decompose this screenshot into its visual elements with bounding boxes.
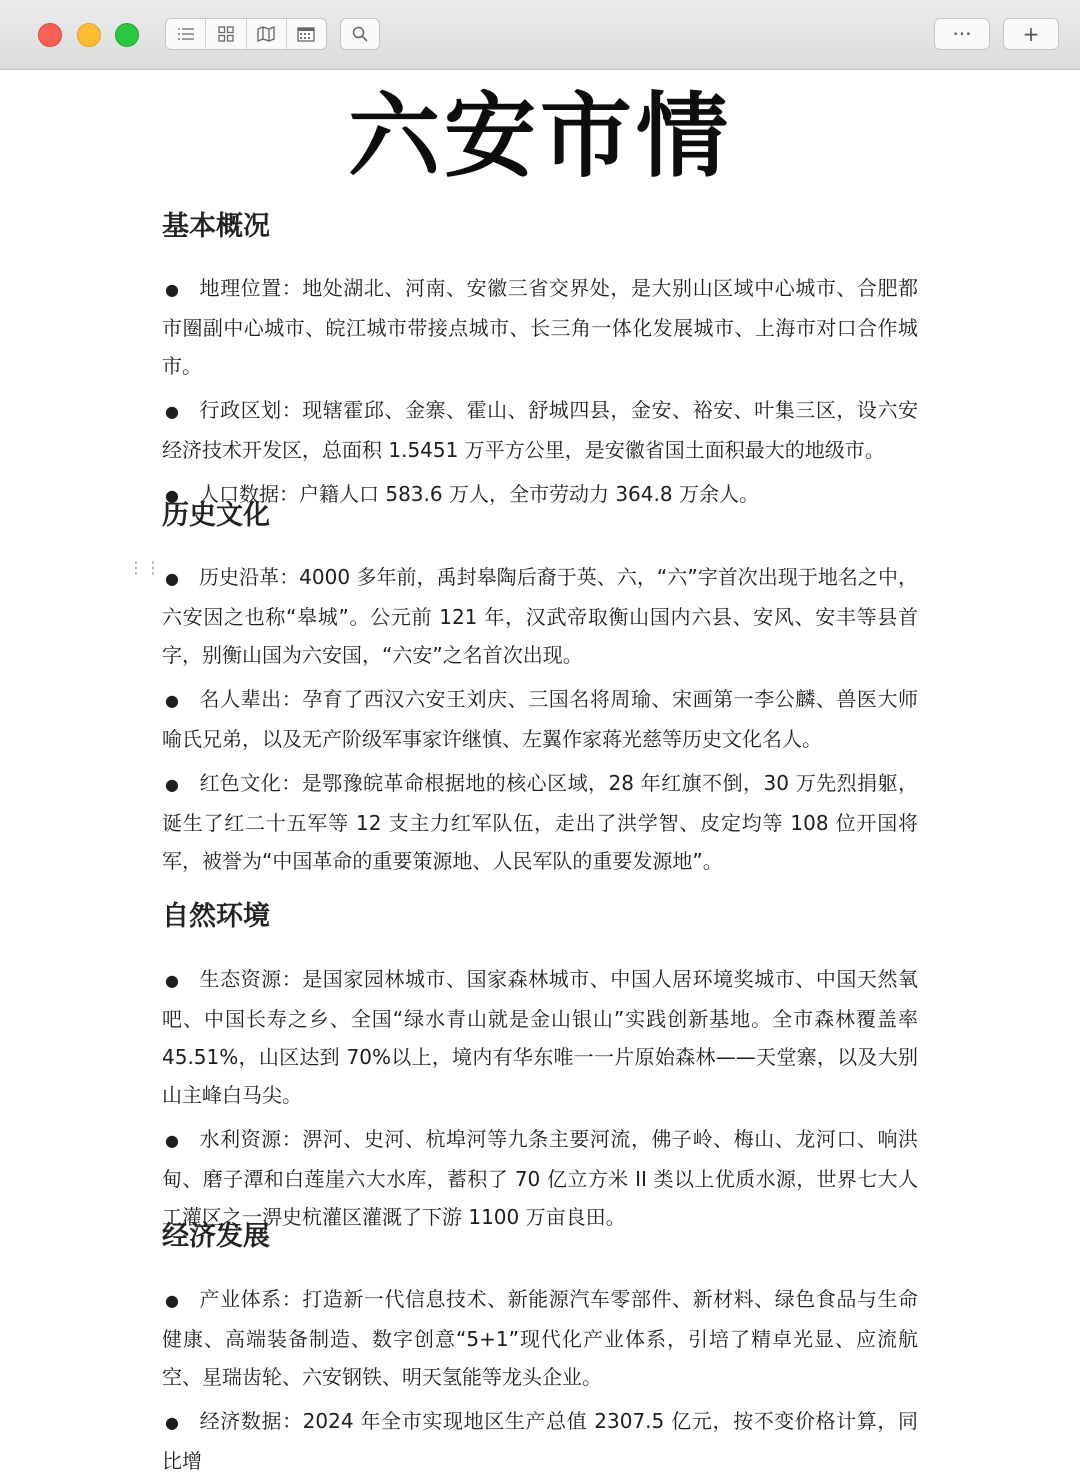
bullet-icon: ●	[165, 280, 179, 299]
section-natural-environment	[162, 900, 918, 934]
drag-handle-icon[interactable]: ⋮⋮	[128, 558, 162, 577]
bullet-icon: ●	[165, 569, 179, 588]
bullet-icon: ●	[165, 1131, 179, 1150]
grid-icon	[218, 26, 234, 42]
zoom-window-button[interactable]	[115, 23, 139, 47]
section-economic-development	[162, 1220, 918, 1254]
list-item	[162, 1402, 918, 1480]
search-button[interactable]	[340, 18, 380, 50]
section-basic-overview	[162, 210, 918, 244]
document-title: 六安市情	[347, 83, 732, 190]
list-item	[162, 391, 918, 469]
bullet-icon: ●	[165, 402, 179, 421]
section-heading: 基本概况	[162, 211, 270, 242]
list-item	[162, 960, 918, 1114]
section-basic-overview-list	[162, 269, 918, 515]
close-window-button[interactable]	[38, 23, 62, 47]
plus-icon: +	[1022, 22, 1040, 46]
calendar-icon	[297, 26, 315, 42]
list-item	[162, 1280, 918, 1396]
list-item-text: 经济数据：2024 年全市实现地区生产总值 2307.5 亿元，按不变价格计算，同比增	[162, 1409, 918, 1473]
list-item-text: 名人辈出：孕育了西汉六安王刘庆、三国名将周瑜、宋画第一李公麟、兽医大师喻氏兄弟，以及无产阶级军事家许继慎、左翼作家蒋光慈等历史文化名人。	[162, 687, 918, 751]
list-item-text: 行政区划：现辖霍邱、金寨、霍山、舒城四县，金安、裕安、叶集三区，设六安经济技术开发区，总面积 1.5451 万平方公里，是安徽省国土面积最大的地级市。	[162, 398, 918, 462]
more-options-button[interactable]	[934, 18, 990, 50]
list-item	[162, 269, 918, 385]
more-icon: ···	[952, 22, 972, 46]
section-heading: 历史文化	[162, 500, 270, 531]
bullet-icon: ●	[165, 1291, 179, 1310]
list-item-text: 生态资源：是国家园林城市、国家森林城市、中国人居环境奖城市、中国天然氧吧、中国长寿之乡、全国“绿水青山就是金山银山”实践创新基地。全市森林覆盖率 45.51%，山区达到 70%以上，境内有华东唯一一片原始森林——天堂寨，以及大别山主峰白马尖。	[162, 967, 918, 1107]
bullet-icon: ●	[165, 691, 179, 710]
section-history-culture-list	[162, 558, 918, 880]
window-titlebar	[0, 0, 1080, 70]
list-item	[162, 1120, 918, 1236]
list-item-text: 人口数据：户籍人口 583.6 万人，全市劳动力 364.8 万余人。	[199, 482, 759, 506]
list-item-text: 地理位置：地处湖北、河南、安徽三省交界处，是大别山区域中心城市、合肥都市圈副中心城市、皖江城市带接点城市、长三角一体化发展城市、上海市对口合作城市。	[162, 276, 918, 378]
view-mode-segmented-control	[165, 18, 327, 50]
minimize-window-button[interactable]	[77, 23, 101, 47]
map-view-button[interactable]	[247, 19, 287, 49]
list-item-text: 水利资源：淠河、史河、杭埠河等九条主要河流，佛子岭、梅山、龙河口、响洪甸、磨子潭和白莲崖六大水库，蓄积了 70 亿立方米 II 类以上优质水源，世界七大人工灌区之一淠史杭灌区灌溉了下游 1100 万亩良田。	[162, 1127, 918, 1229]
list-item	[162, 680, 918, 758]
list-item-text: 历史沿革：4000 多年前，禹封皋陶后裔于英、六，“六”字首次出现于地名之中，六安因之也称“皋城”。公元前 121 年，汉武帝取衡山国内六县、安风、安丰等县首字，别衡山国为六安国，“六安”之名首次出现。	[162, 565, 918, 667]
add-button[interactable]	[1003, 18, 1059, 50]
section-heading: 经济发展	[162, 1221, 270, 1252]
section-heading: 自然环境	[162, 901, 270, 932]
map-icon	[257, 26, 275, 42]
bullet-icon: ●	[165, 486, 179, 505]
list-view-button[interactable]	[166, 19, 206, 49]
section-natural-environment-list	[162, 960, 918, 1236]
bullet-icon: ●	[165, 775, 179, 794]
list-item-text: 红色文化：是鄂豫皖革命根据地的核心区域，28 年红旗不倒，30 万先烈捐躯，诞生了红二十五军等 12 支主力红军队伍，走出了洪学智、皮定均等 108 位开国将军，被誉为“中国革命的重要策源地、人民军队的重要发源地”。	[162, 771, 918, 873]
search-icon	[352, 26, 368, 42]
section-history-culture	[162, 499, 918, 533]
grid-view-button[interactable]	[206, 19, 246, 49]
list-icon	[177, 27, 195, 41]
list-item	[162, 764, 918, 880]
list-item-text: 产业体系：打造新一代信息技术、新能源汽车零部件、新材料、绿色食品与生命健康、高端装备制造、数字创意“5+1”现代化产业体系，引培了精卓光显、应流航空、星瑞齿轮、六安钢铁、明天氢能等龙头企业。	[162, 1287, 918, 1389]
bullet-icon: ●	[165, 1413, 179, 1432]
section-economic-development-list	[162, 1280, 918, 1480]
list-item	[162, 558, 918, 674]
bullet-icon: ●	[165, 971, 179, 990]
calendar-view-button[interactable]	[287, 19, 326, 49]
